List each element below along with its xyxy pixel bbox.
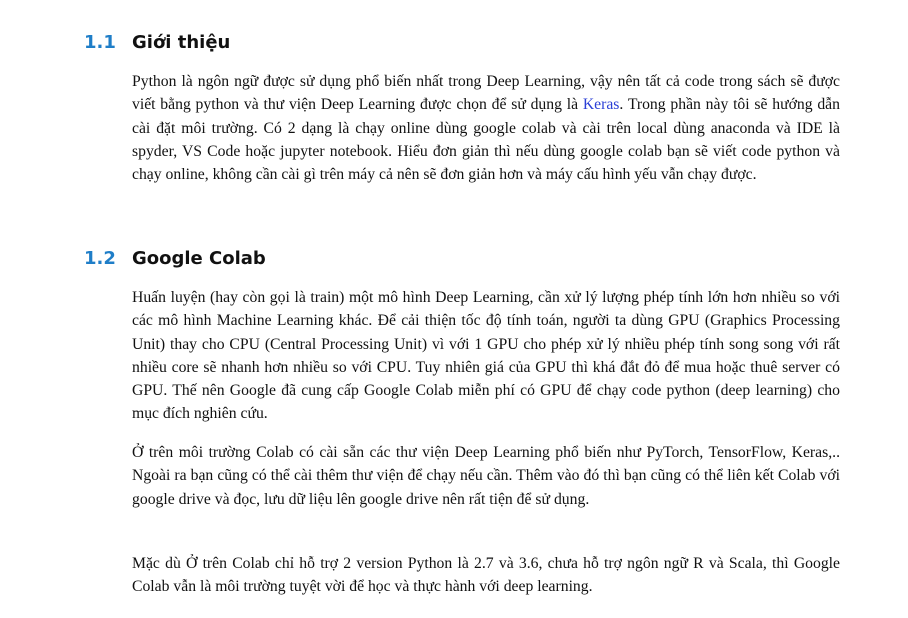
colab-paragraph-2: Ở trên môi trường Colab có cài sẵn các thư viện Deep Learning phổ biến như PyTorch, TensorFlow, Keras,.. Ngoài ra bạn cũng có thể cài thêm thư viện để chạy nếu cần. Thêm vào đó thì bạn cũng có thể liên kết Colab với google drive và đọc, lưu dữ liệu lên google drive nên rất tiện để sử dụng. [132, 444, 840, 508]
colab-paragraph-1: Huấn luyện (hay còn gọi là train) một mô hình Deep Learning, cần xử lý lượng phép tính lớn hơn nhiều so với các mô hình Machine Learning khác. Để cải thiện tốc độ tính toán, người ta dùng GPU (Graphics Processing Unit) thay cho CPU (Central Processing Unit) vì với 1 GPU cho phép xử lý nhiều phép tính song song với rất nhiều core sẽ nhanh hơn nhiều so với CPU. Tuy nhiên giá của GPU thì khá đắt đỏ để mua hoặc thuê server có GPU. Thế nên Google đã cung cấp Google Colab miễn phí có GPU để chạy code python (deep learning) cho mục đích nghiên cứu. [132, 289, 840, 423]
section-title: Google Colab [132, 248, 266, 269]
intro-text-after-link: . Trong phần này tôi sẽ hướng dẫn cài đặt môi trường. Có 2 dạng là chạy online dùng google colab và cài trên local dùng anaconda và IDE là spyder, VS Code hoặc jupyter notebook. Hiểu đơn giản thì nếu dùng google colab bạn sẽ viết code python và chạy online, không cần cài gì trên máy cả nên sẽ đơn giản hơn và máy cấu hình yếu vẫn chạy được. [132, 96, 840, 184]
intro-text-before-link: Python là ngôn ngữ được sử dụng phổ biến nhất trong Deep Learning, vậy nên tất cả code trong sách sẽ được viết bằng python và thư viện Deep Learning được chọn để sử dụng là [132, 73, 840, 114]
section-number: 1.1 [84, 32, 116, 53]
section-number: 1.2 [84, 248, 116, 269]
section-title: Giới thiệu [132, 32, 231, 53]
section-heading [0, 30, 908, 56]
keras-link[interactable]: Keras [582, 96, 620, 114]
intro-paragraph [132, 70, 840, 186]
colab-paragraph-3: Mặc dù Ở trên Colab chỉ hỗ trợ 2 version Python là 2.7 và 3.6, chưa hỗ trợ ngôn ngữ R và Scala, thì Google Colab vẫn là môi trường tuyệt vời để học và thực hành với deep learning. [132, 555, 840, 596]
section-heading [0, 246, 908, 272]
